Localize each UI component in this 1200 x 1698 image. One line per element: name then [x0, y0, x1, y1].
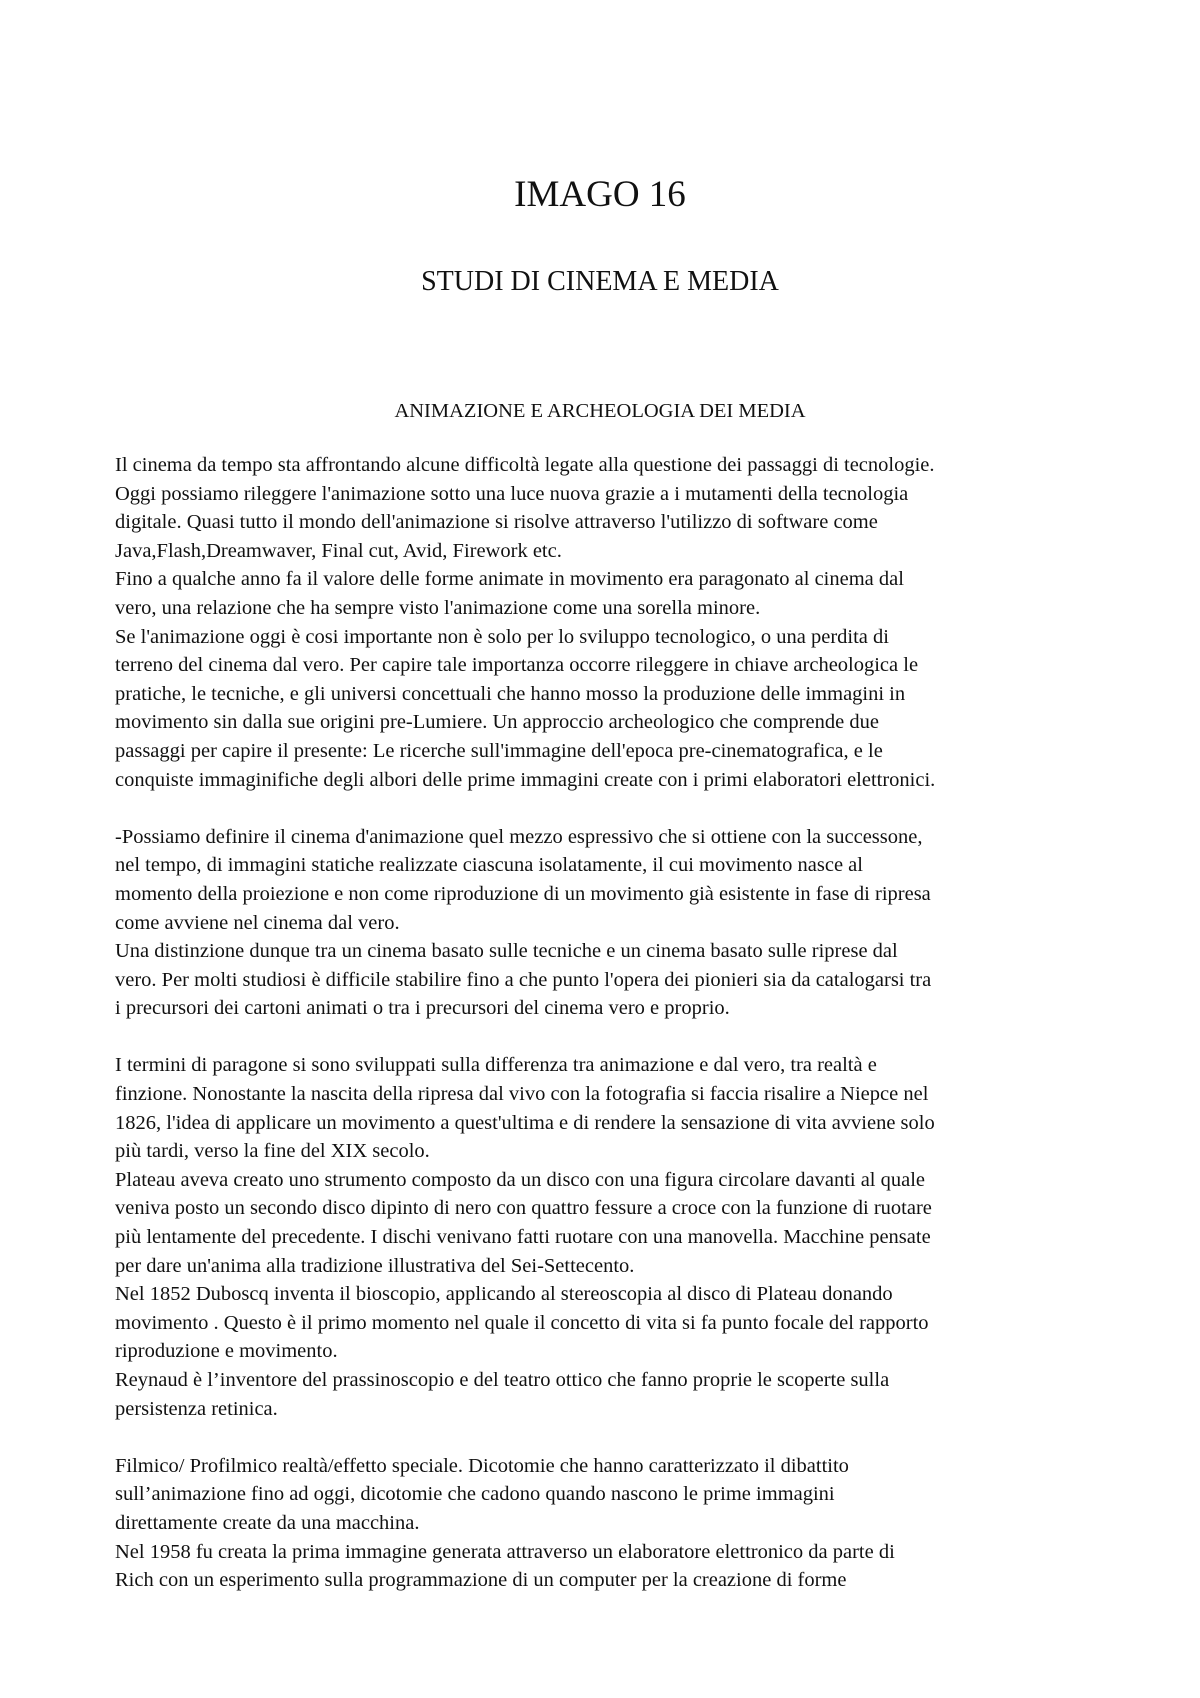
- document-title: IMAGO 16: [514, 174, 686, 215]
- text-line: digitale. Quasi tutto il mondo dell'animazione si risolve attraverso l'utilizzo di software come: [115, 511, 878, 534]
- text-line: per dare un'anima alla tradizione illustrativa del Sei-Settecento.: [115, 1254, 635, 1277]
- text-line: persistenza retinica.: [115, 1397, 278, 1420]
- text-line: Se l'animazione oggi è cosi importante non è solo per lo sviluppo tecnologico, o una perdita di: [115, 625, 889, 648]
- text-line: nel tempo, di immagini statiche realizzate ciascuna isolatamente, il cui movimento nasce al: [115, 854, 863, 877]
- document-subtitle: STUDI DI CINEMA E MEDIA: [421, 266, 779, 297]
- text-line: vero, una relazione che ha sempre visto l'animazione come una sorella minore.: [115, 596, 761, 619]
- text-line: Nel 1852 Duboscq inventa il bioscopio, applicando al stereoscopia al disco di Plateau donando: [115, 1283, 893, 1306]
- paragraph-gap: [115, 794, 1095, 823]
- text-line: conquiste immaginifiche degli albori delle prime immagini create con i primi elaboratori elettronici.: [115, 768, 936, 791]
- body-text: [115, 451, 1095, 1595]
- text-line: Nel 1958 fu creata la prima immagine generata attraverso un elaboratore elettronico da parte di: [115, 1540, 895, 1563]
- text-line: Reynaud è l’inventore del prassinoscopio e del teatro ottico che fanno proprie le scoperte sulla: [115, 1369, 890, 1391]
- text-line: movimento . Questo è il primo momento nel quale il concetto di vita si fa punto focale del rapporto: [115, 1311, 929, 1334]
- text-line: Plateau aveva creato uno strumento composto da un disco con una figura circolare davanti al quale: [115, 1168, 926, 1191]
- text-line: Una distinzione dunque tra un cinema basato sulle tecniche e un cinema basato sulle riprese dal: [115, 940, 898, 963]
- text-line: Rich con un esperimento sulla programmazione di un computer per la creazione di forme: [115, 1569, 847, 1592]
- text-line: sull’animazione fino ad oggi, dicotomie che cadono quando nascono le prime immagini: [115, 1483, 835, 1506]
- text-line: -Possiamo definire il cinema d'animazione quel mezzo espressivo che si ottiene con la successone,: [115, 825, 923, 848]
- text-line: Java,Flash,Dreamwaver, Final cut, Avid, Firework etc.: [115, 539, 562, 562]
- text-line: finzione. Nonostante la nascita della ripresa dal vivo con la fotografia si faccia risalire a Niepce nel: [115, 1083, 929, 1106]
- text-line: come avviene nel cinema dal vero.: [115, 911, 400, 934]
- text-line: riproduzione e movimento.: [115, 1340, 338, 1363]
- text-line: momento della proiezione e non come riproduzione di un movimento già esistente in fase di ripresa: [115, 882, 931, 905]
- section-title: ANIMAZIONE E ARCHEOLOGIA DEI MEDIA: [394, 400, 806, 422]
- text-line: i precursori dei cartoni animati o tra i precursori del cinema vero e proprio.: [115, 997, 730, 1020]
- text-line: terreno del cinema dal vero. Per capire tale importanza occorre rileggere in chiave archeologica le: [115, 654, 919, 677]
- text-line: 1826, l'idea di applicare un movimento a quest'ultima e di rendere la sensazione di vita avviene solo: [115, 1111, 935, 1134]
- text-line: più tardi, verso la fine del XIX secolo.: [115, 1140, 430, 1163]
- text-line: pratiche, le tecniche, e gli universi concettuali che hanno mosso la produzione delle immagini in: [115, 682, 906, 705]
- paragraph: [115, 451, 1095, 794]
- text-line: Fino a qualche anno fa il valore delle forme animate in movimento era paragonato al cinema dal: [115, 568, 904, 591]
- text-line: movimento sin dalla sue origini pre-Lumiere. Un approccio archeologico che comprende due: [115, 711, 879, 734]
- text-line: Oggi possiamo rileggere l'animazione sotto una luce nuova grazie a i mutamenti della tecnologia: [115, 482, 909, 505]
- text-line: I termini di paragone si sono sviluppati sulla differenza tra animazione e dal vero, tra realtà e: [115, 1054, 877, 1077]
- text-line: veniva posto un secondo disco dipinto di nero con quattro fessure a croce con la funzione di ruotare: [115, 1197, 932, 1220]
- paragraph-gap: [115, 1423, 1095, 1452]
- text-line: passaggi per capire il presente: Le ricerche sull'immagine dell'epoca pre-cinematografica, e le: [115, 739, 883, 762]
- paragraph: [115, 1051, 1095, 1423]
- text-line: direttamente create da una macchina.: [115, 1511, 420, 1534]
- text-line: più lentamente del precedente. I dischi venivano fatti ruotare con una manovella. Macchine pensate: [115, 1226, 931, 1249]
- text-line: Il cinema da tempo sta affrontando alcune difficoltà legate alla questione dei passaggi di tecnologie.: [115, 454, 935, 476]
- paragraph-gap: [115, 1023, 1095, 1052]
- text-line: Filmico/ Profilmico realtà/effetto speciale. Dicotomie che hanno caratterizzato il dibattito: [115, 1454, 849, 1477]
- paragraph: [115, 823, 1095, 1023]
- text-line: vero. Per molti studiosi è difficile stabilire fino a che punto l'opera dei pionieri sia da catalogarsi tra: [115, 968, 932, 991]
- paragraph: [115, 1452, 1095, 1595]
